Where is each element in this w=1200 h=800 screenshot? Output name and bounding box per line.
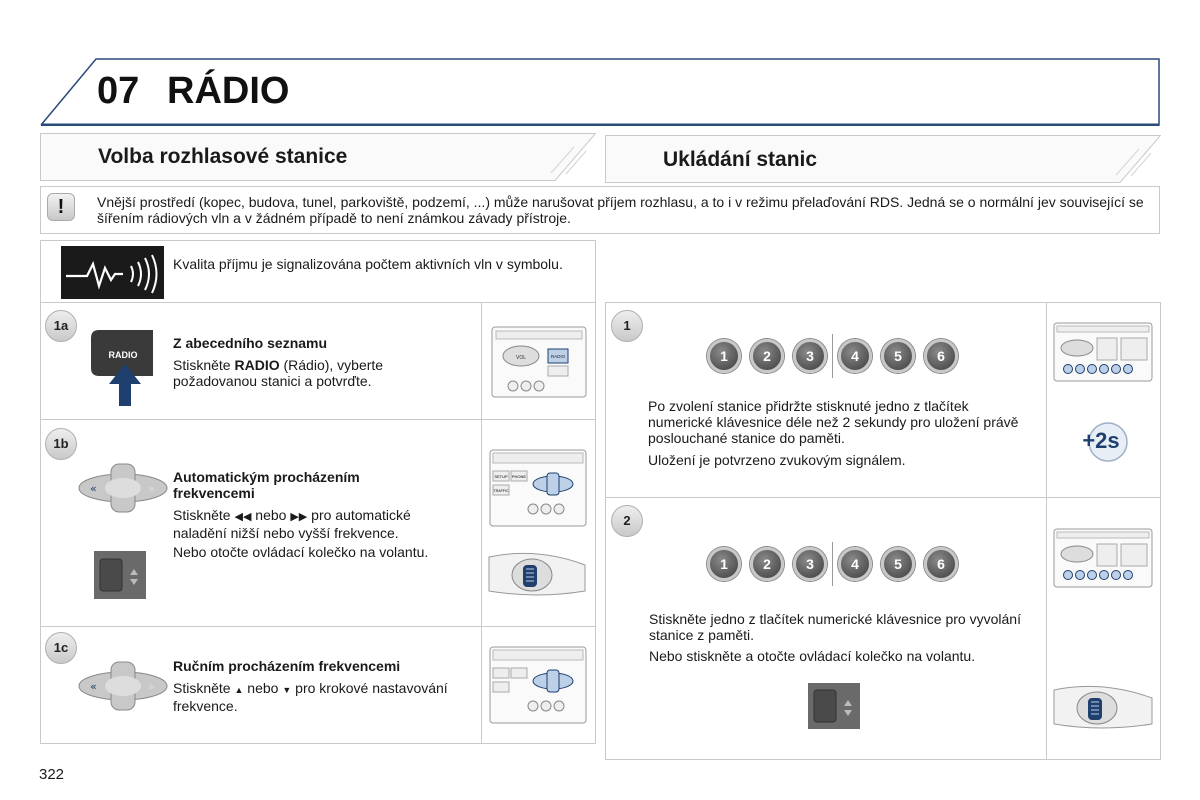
step-badge-1: 1 [611, 310, 643, 342]
section-title-tuning: Volba rozhlasové stanice [98, 145, 348, 168]
svg-text:«: « [90, 482, 97, 495]
page-number: 322 [39, 766, 65, 783]
warning-text: Vnější prostředí (kopec, budova, tunel, parkoviště, podzemí, ...) může narušovat příjem rozhlasu, a to i v režimu přelaďování RDS. Jedná se o normální jev související se šířením rádiových vln a v žádném případě to není známkou závady přístroje. [97, 194, 1144, 226]
svg-text:»: » [148, 482, 155, 495]
svg-text:»: » [148, 680, 155, 693]
step-1b-text-a [173, 507, 463, 541]
seek-up-icon: ▶▶ [290, 511, 308, 523]
preset-button-1: 1 [707, 547, 741, 581]
step-1c-text-a3: pro krokové nastavování frekvence. [173, 680, 448, 714]
step-1b-text-a2: nebo [255, 507, 287, 523]
preset-button-1: 1 [707, 339, 741, 373]
arrow-down-icon: ▼ [282, 685, 292, 695]
preset-button-5: 5 [881, 339, 915, 373]
numeric-keypad-row [707, 334, 958, 378]
preset-button-2: 2 [750, 547, 784, 581]
preset-button-3: 3 [793, 339, 827, 373]
radio-faceplate-illustration [1053, 322, 1153, 382]
hold-duration-label: +2s [1082, 428, 1120, 453]
steering-wheel-control-illustration [1052, 680, 1154, 732]
step-1a-text-pre: Stiskněte [173, 357, 235, 373]
keypad-separator [832, 334, 833, 378]
step-1a-text-bold: RADIO [234, 357, 280, 373]
reception-quality-icon [61, 246, 164, 299]
faceplate-radio-label: RADIO [550, 354, 566, 359]
reception-text: Kvalita příjmu je signalizována počtem aktivních vln v symbolu. [173, 256, 563, 272]
radio-control-panel-illustration [489, 646, 587, 724]
warning-icon: ! [47, 193, 75, 221]
divider [40, 626, 596, 627]
hold-two-seconds-icon [1074, 420, 1128, 464]
directional-pad-icon [78, 462, 168, 514]
preset-button-6: 6 [924, 547, 958, 581]
preset-button-4: 4 [838, 339, 872, 373]
arrow-up-icon: ▲ [234, 685, 244, 695]
panel-setup-label: SETUP [494, 474, 508, 479]
steering-wheel-scroll-icon [808, 683, 860, 729]
steering-wheel-control-illustration [487, 547, 587, 599]
step-1a-text [173, 357, 453, 389]
preset-button-5: 5 [881, 547, 915, 581]
divider [605, 497, 1161, 498]
step-1b-text-b: Nebo otočte ovládací kolečko na volantu. [173, 544, 429, 560]
radio-button-label: RADIO [108, 350, 138, 360]
preset-button-4: 4 [838, 547, 872, 581]
preset-button-2: 2 [750, 339, 784, 373]
step-1c-title: Ručním procházením frekvencemi [173, 658, 401, 674]
numeric-keypad-row [707, 542, 958, 586]
divider [481, 302, 482, 744]
panel-phone-label: PHONE [511, 474, 527, 479]
store-confirmation-text: Uložení je potvrzeno zvukovým signálem. [648, 452, 906, 468]
directional-pad-icon [78, 660, 168, 712]
radio-control-panel-illustration [489, 449, 587, 527]
chapter-title: RÁDIO [167, 70, 290, 112]
recall-alternative-text: Nebo stiskněte a otočte ovládací kolečko na volantu. [649, 648, 976, 664]
step-1b-text-a3: pro automatické naladění nižší nebo vyšší frekvence. [173, 507, 411, 541]
step-badge-1b: 1b [45, 428, 77, 460]
section-title-storing: Ukládání stanic [663, 148, 818, 171]
step-1b-title: Automatickým procházením frekvencemi [173, 469, 360, 501]
step-badge-2: 2 [611, 505, 643, 537]
step-1b-text-a1: Stiskněte [173, 507, 231, 523]
divider [40, 302, 596, 303]
step-badge-1a: 1a [45, 310, 77, 342]
keypad-separator [832, 542, 833, 586]
recall-instruction-text: Stiskněte jedno z tlačítek numerické klávesnice pro vyvolání stanice z paměti. [649, 611, 1021, 643]
panel-traffic-label: TRAFFIC [493, 489, 509, 493]
preset-button-3: 3 [793, 547, 827, 581]
step-badge-1c: 1c [45, 632, 77, 664]
chapter-number: 07 [97, 70, 140, 112]
faceplate-vol-label: VOL [515, 355, 527, 361]
divider [40, 419, 596, 420]
step-1c-text-a1: Stiskněte [173, 680, 231, 696]
step-1c-text [173, 680, 453, 714]
seek-down-icon: ◀◀ [234, 511, 252, 523]
step-1a-title: Z abecedního seznamu [173, 335, 328, 351]
svg-text:«: « [90, 680, 97, 693]
steering-wheel-scroll-icon [94, 551, 146, 599]
radio-faceplate-illustration [1053, 528, 1153, 588]
divider [1046, 302, 1047, 760]
radio-faceplate-illustration [491, 326, 587, 398]
radio-button-icon [91, 330, 153, 406]
step-1c-text-a2: nebo [247, 680, 279, 696]
step-1a-text-post: (Rádio), vyberte požadovanou stanici a potvrďte. [173, 357, 384, 389]
preset-button-6: 6 [924, 339, 958, 373]
store-instruction-text: Po zvolení stanice přidržte stisknuté jedno z tlačítek numerické klávesnice déle než 2 sekundy pro uložení právě poslouchané stanice do paměti. [648, 398, 1019, 446]
